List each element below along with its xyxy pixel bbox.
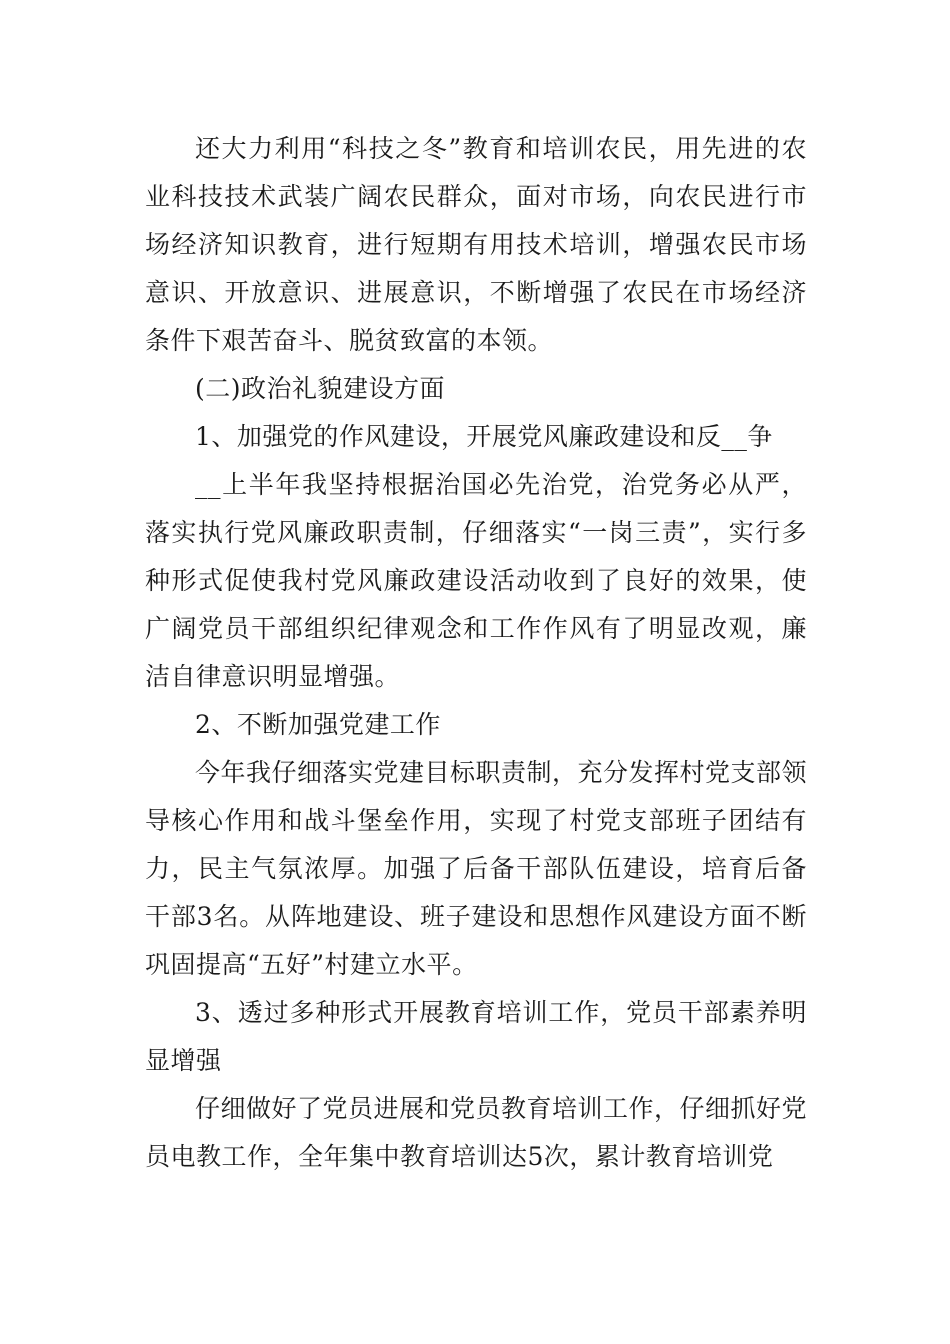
paragraph-party-building: 今年我仔细落实党建目标职责制，充分发挥村党支部领导核心作用和战斗堡垒作用，实现了村党支部班子团结有力，民主气氛浓厚。加强了后备干部队伍建设，培育后备干部3名。从阵地建设、班子建设和思想作风建设方面不断巩固提高“五好”村建立水平。	[145, 758, 808, 979]
subheading-education-training: 3、透过多种形式开展教育培训工作，党员干部素养明显增强	[145, 998, 807, 1075]
paragraph-education-training: 仔细做好了党员进展和党员教育培训工作，仔细抓好党员电教工作，全年集中教育培训达5次，累计教育培训党	[145, 1094, 808, 1171]
section-heading-political: (二)政治礼貌建设方面	[195, 374, 446, 403]
paragraph-party-style: __上半年我坚持根据治国必先治党，治党务必从严，落实执行党风廉政职责制，仔细落实“一岗三责”，实行多种形式促使我村党风廉政建设活动收到了良好的效果，使广阔党员干部组织纪律观念和工作作风有了明显改观，廉洁自律意识明显增强。	[145, 470, 807, 691]
subheading-party-style: 1、加强党的作风建设，开展党风廉政建设和反__争	[195, 422, 773, 451]
subheading-party-building: 2、不断加强党建工作	[195, 710, 441, 739]
document-body	[145, 125, 807, 1181]
paragraph-technology-training: 还大力利用“科技之冬”教育和培训农民，用先进的农业科技技术武装广阔农民群众，面对市场，向农民进行市场经济知识教育，进行短期有用技术培训，增强农民市场意识、开放意识、进展意识，不断增强了农民在市场经济条件下艰苦奋斗、脱贫致富的本领。	[145, 134, 807, 355]
